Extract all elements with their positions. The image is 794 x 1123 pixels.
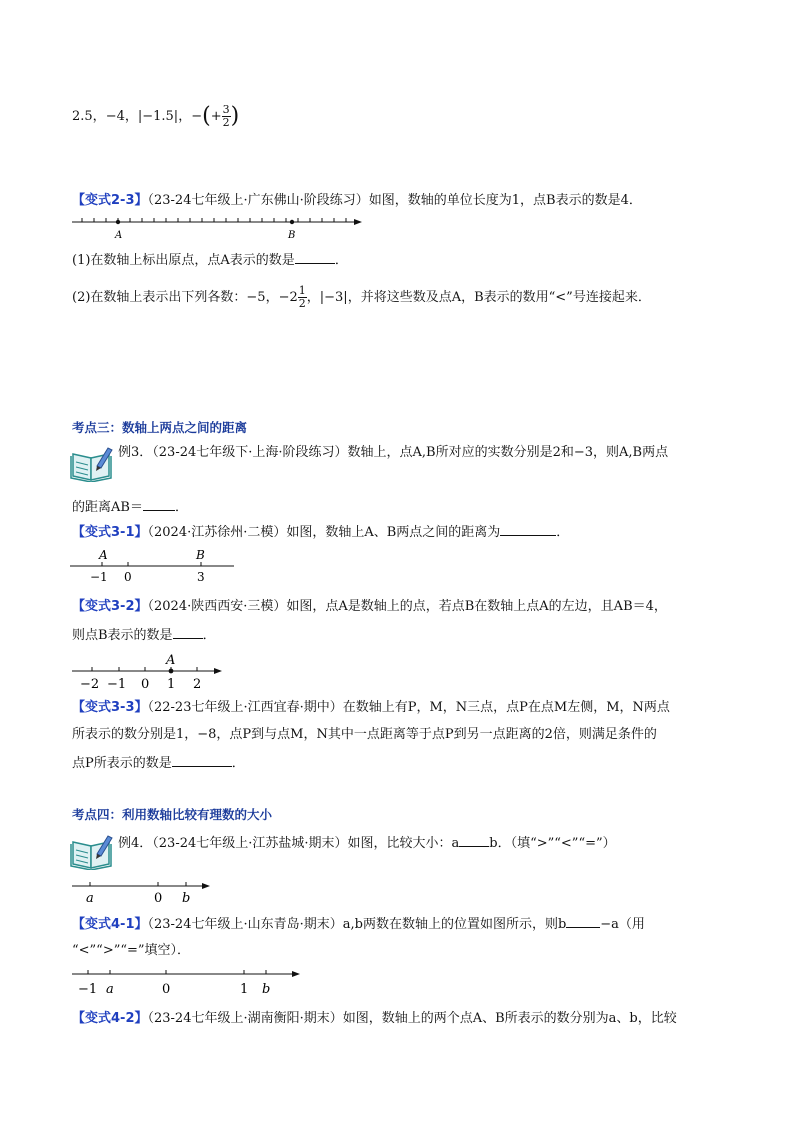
answer-blank[interactable] <box>295 250 335 264</box>
svg-text:1: 1 <box>240 982 249 997</box>
svg-text:0: 0 <box>162 982 171 997</box>
question-1: (1)在数轴上标出原点，点A表示的数是 ． <box>72 250 348 270</box>
answer-blank[interactable] <box>459 833 489 847</box>
question-2: (2)在数轴上表示出下列各数：−5，−2 $\frac{1}{2}$ ，|−3|，并将这些数及点A，B表示的数用“<”号连接起来． <box>72 284 651 310</box>
svg-text:0: 0 <box>154 891 163 906</box>
svg-text:1: 1 <box>167 677 176 692</box>
number-line-4-1 <box>70 964 310 998</box>
exercise-3-3-line2: 所表示的数分别是1，−8，点P到与点M，N其中一点距离等于点P到另一点距离的2倍，则满足条件的 <box>72 727 657 742</box>
exercise-2-3: 【变式2-3】（23-24七年级上·广东佛山·阶段练习）如图，数轴的单位长度为1，点B表示的数是4． <box>72 193 642 208</box>
label-B: B <box>288 230 296 241</box>
exercise-3-3: 【变式3-3】（22-23七年级上·江西宜春·期中）在数轴上有P，M，N三点，点P在点M左侧，M，N两点 <box>72 700 670 715</box>
label-A: A <box>115 230 123 241</box>
exercise-tag: 【变式2-3】 <box>72 193 148 208</box>
svg-text:b: b <box>182 891 191 906</box>
number-line-2-3 <box>70 214 370 242</box>
number-line-ex4 <box>70 876 220 906</box>
svg-text:0: 0 <box>141 677 150 692</box>
answer-blank[interactable] <box>143 497 175 511</box>
exercise-3-2-line2: 则点B表示的数是 ． <box>72 625 216 645</box>
exercise-3-3-line3: 点P所表示的数是 ． <box>72 753 245 773</box>
svg-text:A: A <box>166 653 176 668</box>
exercise-3-1: 【变式3-1】（2024·江苏徐州·二模）如图，数轴上A、B两点之间的距离为 ． <box>72 522 569 542</box>
answer-blank[interactable] <box>500 522 556 536</box>
example-3-line2: 的距离AB＝ ． <box>72 497 188 517</box>
svg-text:−1: −1 <box>107 677 127 692</box>
example-3: 例3．（23-24七年级下·上海·阶段练习）数轴上，点A,B所对应的实数分别是2和−3，则A,B两点 <box>118 445 669 460</box>
svg-text:A: A <box>99 548 108 562</box>
section-title-4: 考点四：利用数轴比较有理数的大小 <box>72 807 273 822</box>
section-title-3: 考点三：数轴上两点之间的距离 <box>72 420 248 435</box>
answer-blank[interactable] <box>172 753 232 767</box>
exercise-4-2: 【变式4-2】（23-24七年级上·湖南衡阳·期末）如图，数轴上的两个点A、B所表示的数分别为a、b，比较 <box>72 1011 677 1026</box>
svg-text:3: 3 <box>197 570 205 584</box>
svg-text:a: a <box>106 982 114 997</box>
example-4: 例4．（23-24七年级上·江苏盐城·期末）如图，比较大小：a b．（填“>”“<”“=”） <box>118 833 616 853</box>
book-with-pencil-icon <box>70 832 114 870</box>
exercise-3-2: 【变式3-2】（2024·陕西西安·三模）如图，点A是数轴上的点，若点B在数轴上点A的左边，且AB＝4， <box>72 599 667 614</box>
exercise-4-1: 【变式4-1】（23-24七年级上·山东青岛·期末）a,b两数在数轴上的位置如图所示，则b −a（用 <box>72 914 645 934</box>
svg-text:0: 0 <box>124 570 132 584</box>
answer-blank[interactable] <box>566 914 600 928</box>
svg-text:B: B <box>196 548 205 562</box>
svg-text:2: 2 <box>193 677 202 692</box>
answer-blank[interactable] <box>173 625 203 639</box>
book-with-pencil-icon <box>70 444 114 482</box>
svg-text:b: b <box>262 982 271 997</box>
point-A <box>116 220 120 224</box>
exercise-4-1-line2: “<”“>”“=”填空）． <box>72 943 191 958</box>
number-list: 2.5，−4，|−1.5|，−(+ $\frac{3}{2}$ ) <box>72 103 240 129</box>
svg-text:−1: −1 <box>78 982 98 997</box>
number-line-3-2 <box>70 650 230 692</box>
number-line-3-1 <box>68 546 248 586</box>
svg-text:−2: −2 <box>80 677 100 692</box>
svg-text:−1: −1 <box>90 570 108 584</box>
fraction: $\frac{3}{2}$ <box>222 103 230 129</box>
point-B <box>290 220 294 224</box>
svg-text:a: a <box>86 891 94 906</box>
